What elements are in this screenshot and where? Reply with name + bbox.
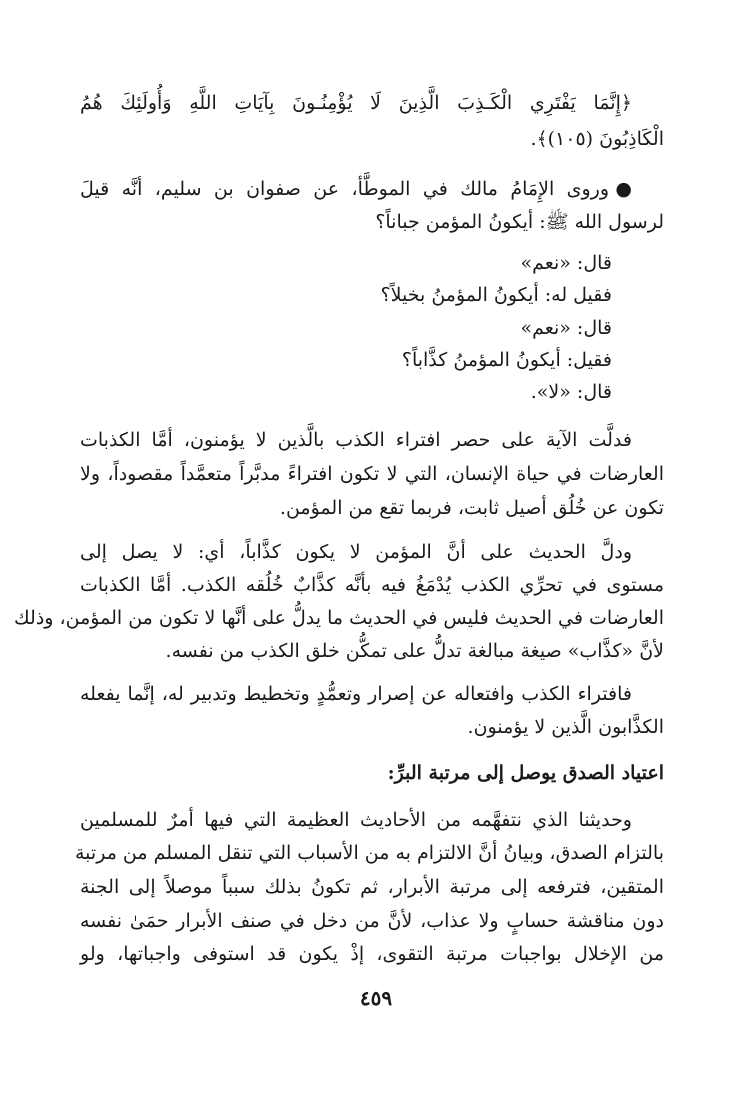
paragraph-line: العارضات في الحديث فليس في الحديث ما يدلُّ على أنَّها لا تكون من المؤمن، وذلك	[14, 607, 664, 629]
quran-verse-line-1: ﴿إِنَّمَا يَفْتَرِي الْكَـذِبَ الَّذِينَ لَا يُؤْمِنُـونَ بِآيَاتِ اللَّهِ وَأُولَئِكَ هُمُ	[80, 92, 632, 114]
paragraph-line: وحديثنا الذي نتفهَّمه من الأحاديث العظيمة التي فيها أمرٌ للمسلمين	[80, 809, 632, 831]
dialog-line: قال: «لا».	[530, 381, 612, 403]
dialog-line: فقيل له: أيكونُ المؤمنُ بخيلاً؟	[380, 284, 612, 306]
paragraph-line: فدلَّت الآية على حصر افتراء الكذب بالَّذين لا يؤمنون، أمَّا الكذبات	[80, 429, 632, 451]
paragraph-line: لرسول الله ﷺ: أيكونُ المؤمن جباناً؟	[375, 211, 664, 233]
paragraph-line: المتقين، فترفعه إلى مرتبة الأبرار، ثم تكونُ بذلك سبباً موصلاً إلى الجنة	[80, 876, 664, 898]
page-number: ٤٥٩	[359, 986, 393, 1010]
paragraph-line: مستوى في تحرِّي الكذب يُدْمَغُ فيه بأنَّه كذَّابٌ خُلُقه الكذب. أمَّا الكذبات	[80, 574, 664, 596]
paragraph-line: العارضات في حياة الإنسان، التي لا تكون افتراءً مدبَّراً متعمَّداً مقصوداً، ولا	[80, 463, 664, 485]
paragraph-line: لأنَّ «كذَّاب» صيغة مبالغة تدلُّ على تمكُّن خلق الكذب من نفسه.	[165, 640, 664, 662]
dialog-line: قال: «نعم»	[520, 317, 612, 339]
paragraph-line: دون مناقشة حسابٍ ولا عذاب، لأنَّ من دخل في صنف الأبرار حمَىٰ نفسه	[80, 910, 664, 932]
paragraph-line: من الإخلال بواجبات مرتبة التقوى، إذْ يكون قد استوفى واجباتها، ولو	[80, 943, 664, 965]
paragraph-line: ودلَّ الحديث على أنَّ المؤمن لا يكون كذَّاباً، أي: لا يصل إلى	[80, 541, 632, 563]
paragraph-line: بالتزام الصدق، وبيانُ أنَّ الالتزام به من الأسباب التي تنقل المسلم من مرتبة	[75, 842, 664, 864]
paragraph-line: فافتراء الكذب وافتعاله عن إصرار وتعمُّدٍ وتخطيط وتدبير له، إنَّما يفعله	[80, 683, 632, 705]
quran-verse-line-2: الْكَاذِبُونَ (١٠٥)﴾.	[530, 128, 664, 150]
paragraph-line: تكون عن خُلُق أصيل ثابت، فربما تقع من المؤمن.	[279, 497, 664, 519]
paragraph-line: ●وروى الإِمَامُ مالك في الموطَّأ، عن صفوان بن سليم، أنَّه قيلَ	[80, 178, 632, 200]
dialog-line: فقيل: أيكونُ المؤمنُ كذَّاباً؟	[401, 349, 612, 371]
dialog-line: قال: «نعم»	[520, 252, 612, 274]
section-heading: اعتياد الصدق يوصل إلى مرتبة البرِّ:	[387, 762, 664, 784]
paragraph-line: الكذَّابون الَّذين لا يؤمنون.	[467, 716, 664, 738]
